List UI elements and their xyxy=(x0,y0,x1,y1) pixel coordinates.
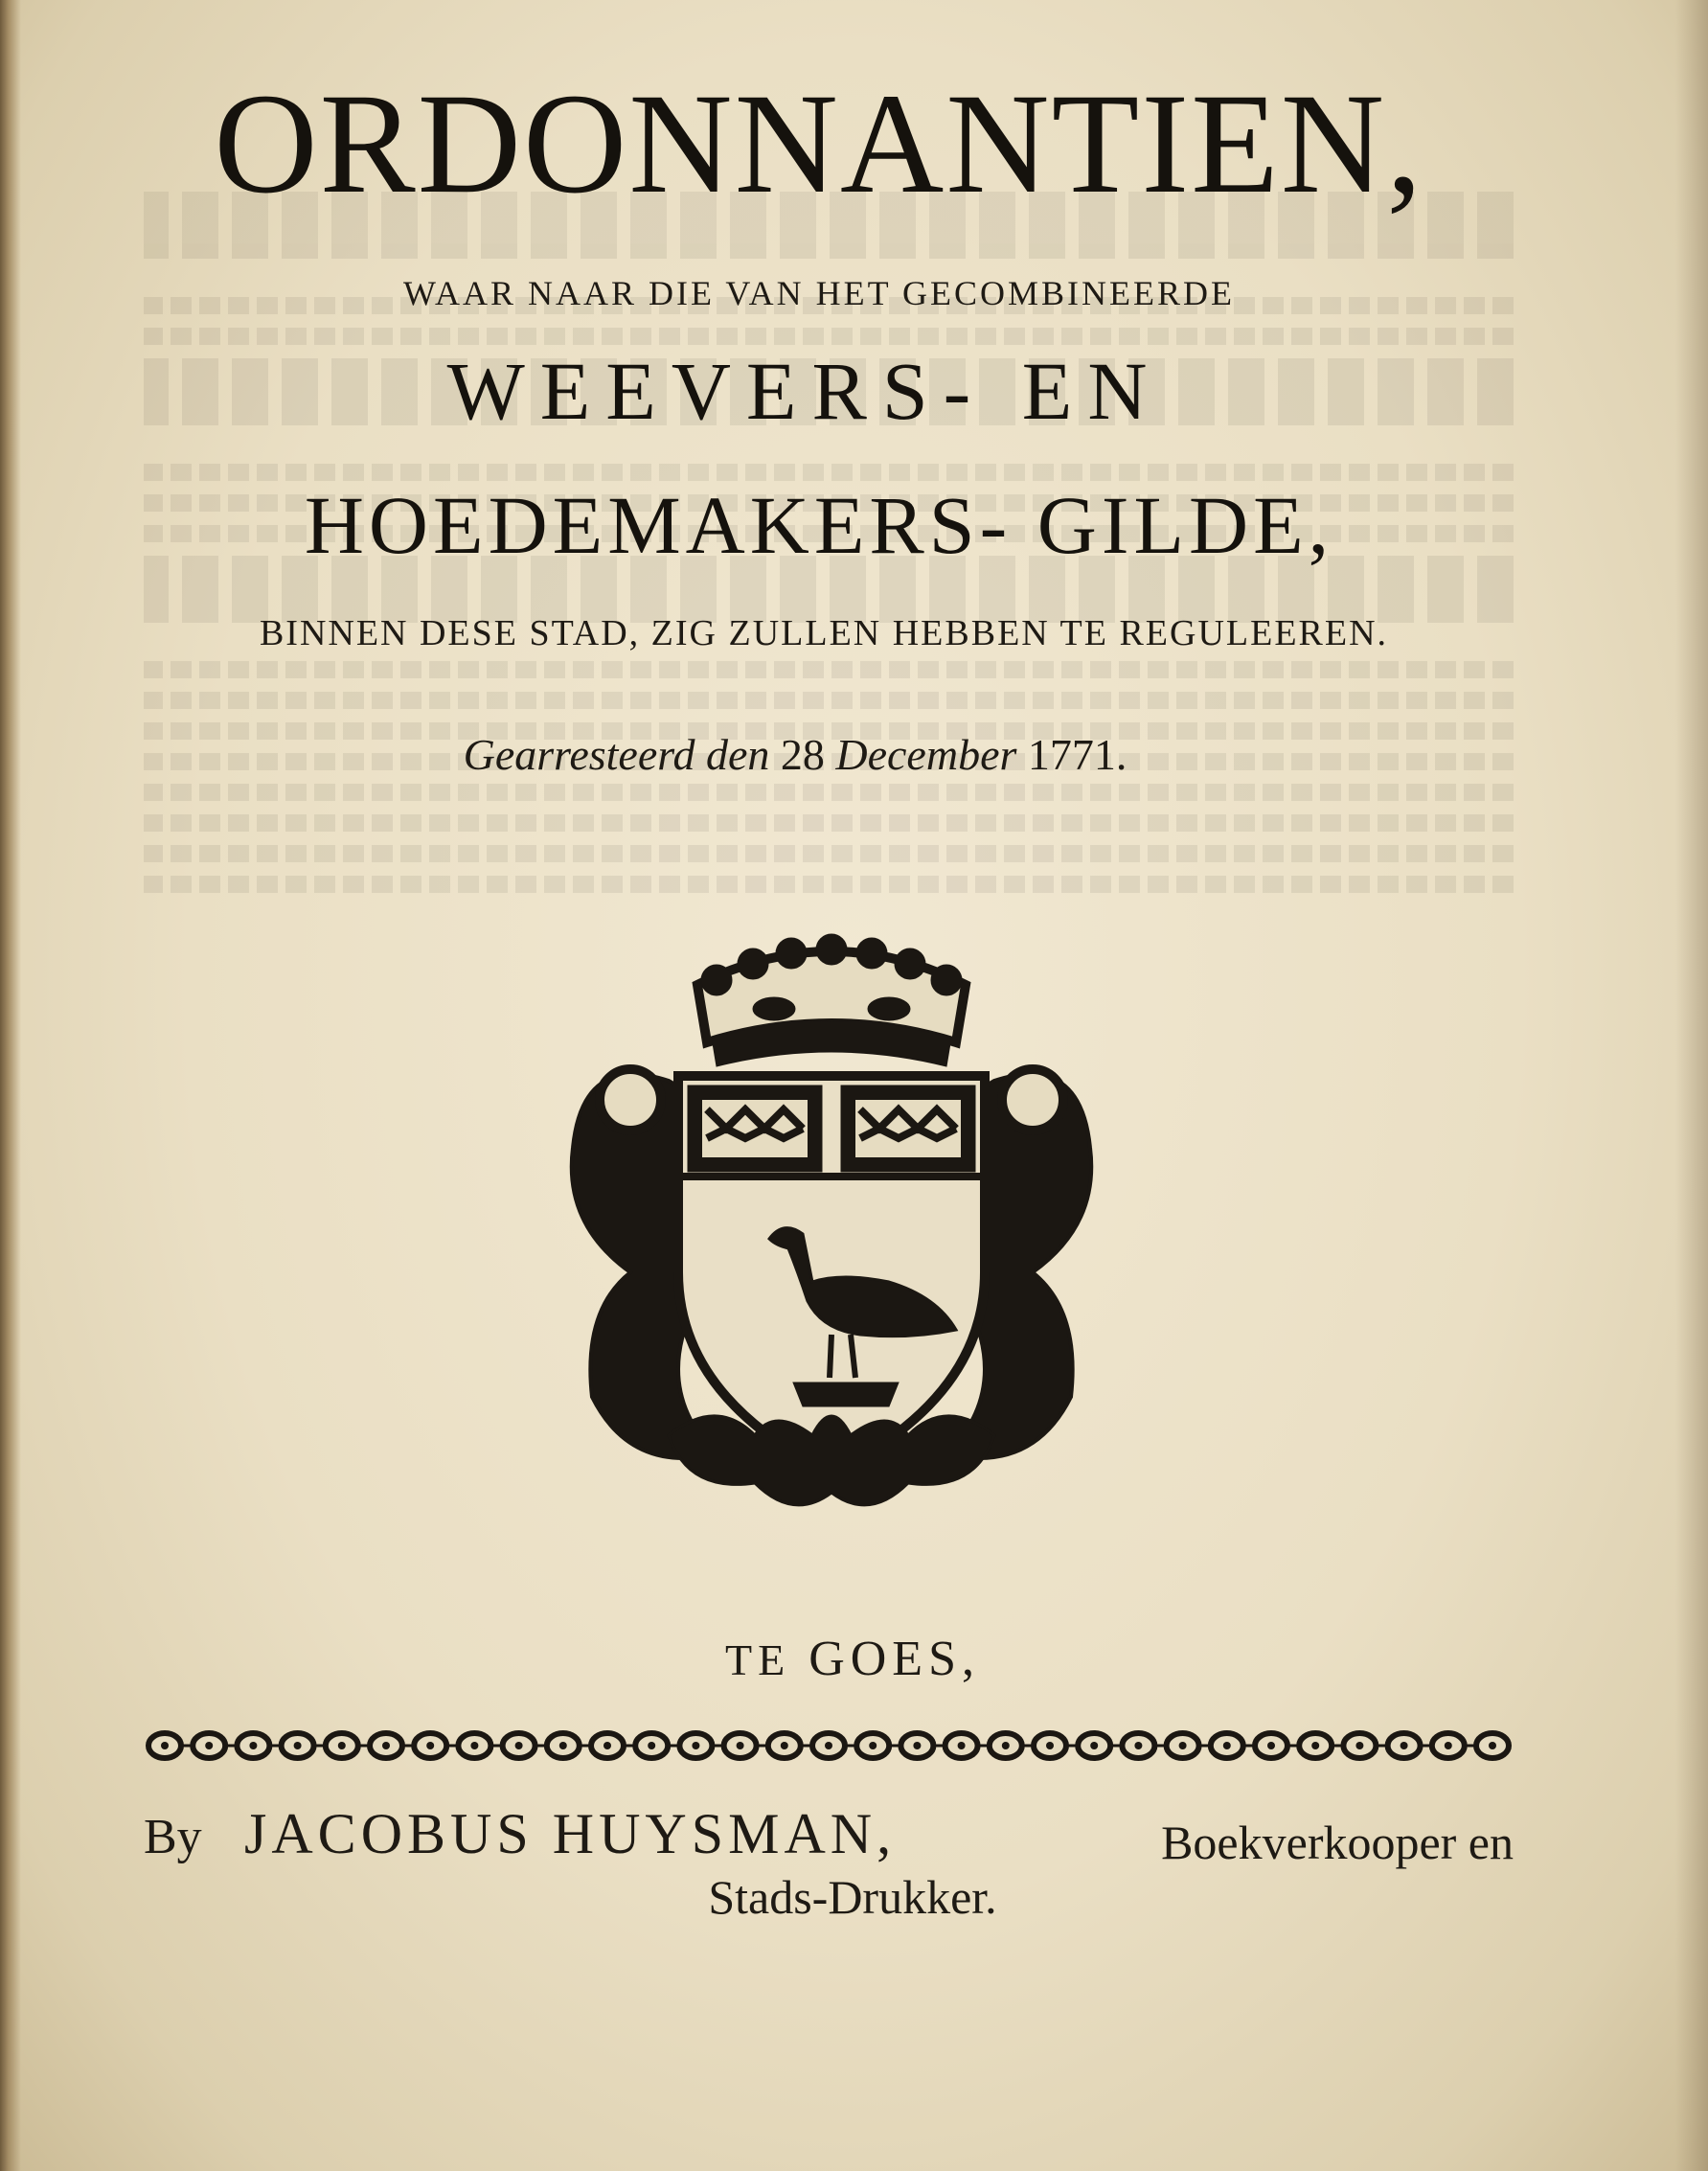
ornament-dot xyxy=(825,1742,832,1749)
ornament-dot xyxy=(1311,1742,1319,1749)
coat-of-arms-icon xyxy=(525,860,1138,1531)
ornament-dot xyxy=(603,1742,611,1749)
ornament-dot xyxy=(1401,1742,1408,1749)
ornament-dot xyxy=(470,1742,478,1749)
ornament-dot xyxy=(1090,1742,1098,1749)
printer-by: By xyxy=(144,1810,202,1864)
subtitle-line-1: WAAR NAAR DIE VAN HET GECOMBINEERDE xyxy=(403,274,1235,312)
binding-gutter xyxy=(0,0,21,2171)
date-line xyxy=(316,728,1274,782)
date-day: 28 xyxy=(780,730,825,779)
ornament-dot xyxy=(1267,1742,1275,1749)
printer-line xyxy=(144,1801,1514,1878)
title-line-hoedemakers: HOEDEMAKERS- GILDE, xyxy=(304,479,1334,571)
place-name: GOES, xyxy=(808,1632,980,1686)
ornament-dot xyxy=(1046,1742,1054,1749)
printer-name: JACOBUS HUYSMAN, xyxy=(244,1802,897,1865)
subtitle-line-2: BINNEN DESE STAD, ZIG ZULLEN HEBBEN TE REGULEEREN. xyxy=(259,613,1389,653)
date-prefix: Gearresteerd den xyxy=(463,730,770,779)
page-edge-shadow xyxy=(1675,0,1708,2171)
ornament-dot xyxy=(1489,1742,1496,1749)
ornament-dot xyxy=(692,1742,699,1749)
ornament-dot xyxy=(515,1742,523,1749)
ornament-dot xyxy=(1002,1742,1010,1749)
imprint-place xyxy=(565,1631,1140,1689)
ornament-dot xyxy=(781,1742,788,1749)
ornament-dot xyxy=(737,1742,744,1749)
ornament-rule-icon xyxy=(144,1725,1514,1767)
main-title: ORDONNANTIEN, xyxy=(214,64,1424,223)
ornament-dot xyxy=(869,1742,877,1749)
ornament-dot xyxy=(648,1742,655,1749)
ornament-dot xyxy=(958,1742,966,1749)
ornament-dot xyxy=(1223,1742,1231,1749)
date-month: December xyxy=(835,730,1017,779)
ornament-dot xyxy=(161,1742,169,1749)
ornament-dot xyxy=(205,1742,213,1749)
ornament-dot xyxy=(913,1742,921,1749)
ornament-dot xyxy=(426,1742,434,1749)
ornament-dot xyxy=(294,1742,302,1749)
place-prefix: TE xyxy=(725,1635,791,1684)
ornament-dot xyxy=(1355,1742,1363,1749)
ornament-dot xyxy=(1134,1742,1142,1749)
ornament-dot xyxy=(559,1742,567,1749)
ornament-dot xyxy=(1179,1742,1187,1749)
title-line-weevers: WEEVERS- EN xyxy=(446,345,1163,437)
ornament-dot xyxy=(382,1742,390,1749)
ornament-dot xyxy=(1445,1742,1452,1749)
printer-trade: Boekverkooper en xyxy=(1161,1816,1514,1869)
ornament-dot xyxy=(338,1742,346,1749)
date-year: 1771. xyxy=(1027,730,1127,779)
ornament-dot xyxy=(249,1742,257,1749)
printer-trade-2: Stads-Drukker. xyxy=(708,1870,997,1924)
